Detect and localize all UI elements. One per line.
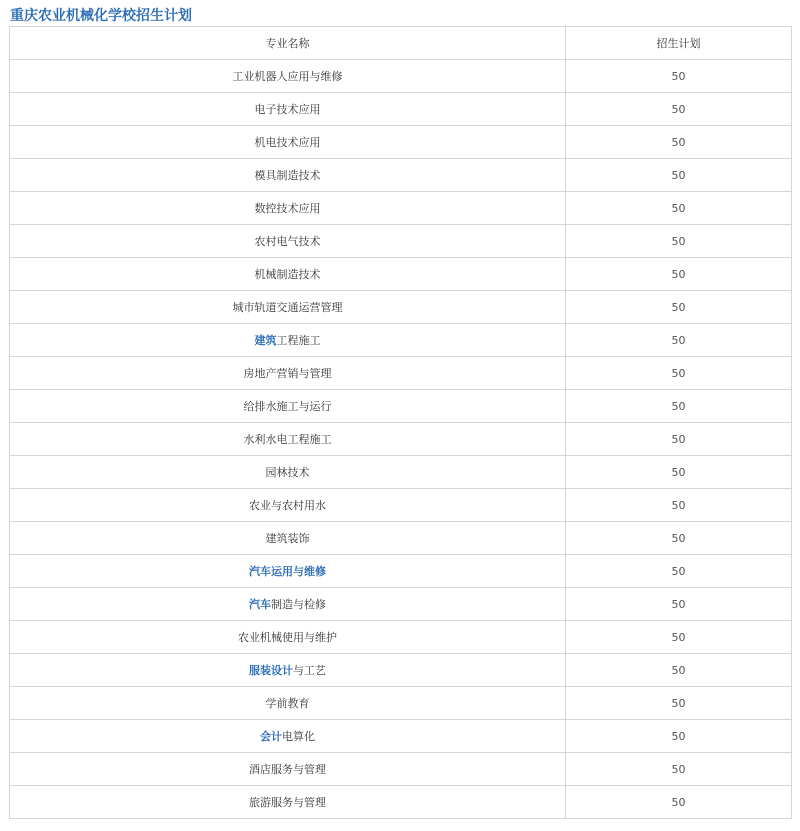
major-name-text: 工程施工: [276, 334, 321, 347]
table-row: [10, 258, 792, 291]
table-row: [10, 423, 792, 456]
table-row: [10, 687, 792, 720]
major-name-cell: [10, 192, 566, 225]
enrollment-plan-cell: 50: [566, 93, 792, 126]
enrollment-plan-cell: 50: [566, 654, 792, 687]
table-row: [10, 192, 792, 225]
column-header-plan: 招生计划: [566, 27, 792, 60]
major-name-text: 园林技术: [265, 466, 310, 479]
major-link[interactable]: 汽车运用与维修: [249, 565, 326, 578]
major-name-cell: [10, 93, 566, 126]
major-name-text: 农业与农村用水: [249, 499, 326, 512]
major-name-cell: [10, 555, 566, 588]
enrollment-plan-cell: 50: [566, 159, 792, 192]
major-name-text: 机械制造技术: [254, 268, 321, 281]
enrollment-plan-cell: 50: [566, 126, 792, 159]
major-name-cell: [10, 291, 566, 324]
major-name-cell: [10, 324, 566, 357]
major-name-cell: [10, 159, 566, 192]
enrollment-plan-cell: 50: [566, 192, 792, 225]
major-name-cell: [10, 687, 566, 720]
table-row: [10, 555, 792, 588]
enrollment-plan-cell: 50: [566, 390, 792, 423]
table-row: [10, 225, 792, 258]
major-link[interactable]: 汽车: [249, 598, 271, 611]
enrollment-plan-cell: 50: [566, 753, 792, 786]
major-link[interactable]: 会计: [260, 730, 282, 743]
table-row: [10, 588, 792, 621]
major-name-cell: [10, 753, 566, 786]
enrollment-plan-cell: 50: [566, 720, 792, 753]
enrollment-plan-cell: 50: [566, 357, 792, 390]
enrollment-plan-cell: 50: [566, 588, 792, 621]
table-row: [10, 786, 792, 819]
enrollment-plan-cell: 50: [566, 786, 792, 819]
table-row: [10, 159, 792, 192]
major-name-text: 电算化: [282, 730, 315, 743]
major-name-cell: [10, 225, 566, 258]
table-row: [10, 753, 792, 786]
major-name-text: 房地产营销与管理: [243, 367, 332, 380]
major-name-cell: [10, 522, 566, 555]
major-name-cell: [10, 390, 566, 423]
major-name-text: 建筑装饰: [265, 532, 310, 545]
major-name-cell: [10, 786, 566, 819]
enrollment-plan-cell: 50: [566, 456, 792, 489]
enrollment-plan-cell: 50: [566, 555, 792, 588]
enrollment-plan-cell: 50: [566, 324, 792, 357]
major-name-text: 水利水电工程施工: [243, 433, 332, 446]
table-row: [10, 654, 792, 687]
enrollment-plan-cell: 50: [566, 522, 792, 555]
major-name-cell: [10, 423, 566, 456]
table-row: [10, 456, 792, 489]
column-header-major: 专业名称: [10, 27, 566, 60]
major-name-cell: [10, 588, 566, 621]
major-name-cell: [10, 456, 566, 489]
major-name-cell: [10, 258, 566, 291]
table-row: [10, 357, 792, 390]
table-body: [10, 60, 792, 819]
table-row: [10, 621, 792, 654]
major-link[interactable]: 服装设计: [249, 664, 293, 677]
table-row: [10, 93, 792, 126]
table-row: [10, 720, 792, 753]
major-name-cell: [10, 720, 566, 753]
enrollment-plan-cell: 50: [566, 60, 792, 93]
major-name-text: 机电技术应用: [254, 136, 321, 149]
major-name-cell: [10, 357, 566, 390]
major-name-text: 农村电气技术: [254, 235, 321, 248]
major-name-text: 旅游服务与管理: [249, 796, 326, 809]
page-title: 重庆农业机械化学校招生计划: [10, 8, 192, 24]
major-name-text: 模具制造技术: [254, 169, 321, 182]
major-name-text: 给排水施工与运行: [243, 400, 332, 413]
enrollment-plan-cell: 50: [566, 291, 792, 324]
major-name-text: 数控技术应用: [254, 202, 321, 215]
major-name-cell: [10, 126, 566, 159]
major-name-text: 农业机械使用与维护: [238, 631, 337, 644]
major-name-text: 与工艺: [293, 664, 326, 677]
major-name-text: 学前教育: [265, 697, 310, 710]
table-row: [10, 324, 792, 357]
major-name-cell: [10, 621, 566, 654]
enrollment-plan-cell: 50: [566, 258, 792, 291]
major-link[interactable]: 建筑: [254, 334, 277, 347]
major-name-text: 制造与检修: [271, 598, 326, 611]
enrollment-plan-cell: 50: [566, 423, 792, 456]
table-row: [10, 522, 792, 555]
table-header-row: [10, 27, 792, 60]
major-name-cell: [10, 654, 566, 687]
table-row: [10, 126, 792, 159]
table-row: [10, 390, 792, 423]
major-name-text: 城市轨道交通运营管理: [232, 301, 343, 314]
major-name-text: 电子技术应用: [254, 103, 321, 116]
enrollment-plan-cell: 50: [566, 687, 792, 720]
table-row: [10, 60, 792, 93]
enrollment-plan-cell: 50: [566, 621, 792, 654]
major-name-text: 工业机器人应用与维修: [232, 70, 343, 83]
major-name-cell: [10, 60, 566, 93]
enrollment-plan-cell: 50: [566, 489, 792, 522]
major-name-text: 酒店服务与管理: [249, 763, 326, 776]
major-name-cell: [10, 489, 566, 522]
table-row: [10, 291, 792, 324]
admissions-plan-table: [9, 26, 792, 819]
table-row: [10, 489, 792, 522]
enrollment-plan-cell: 50: [566, 225, 792, 258]
